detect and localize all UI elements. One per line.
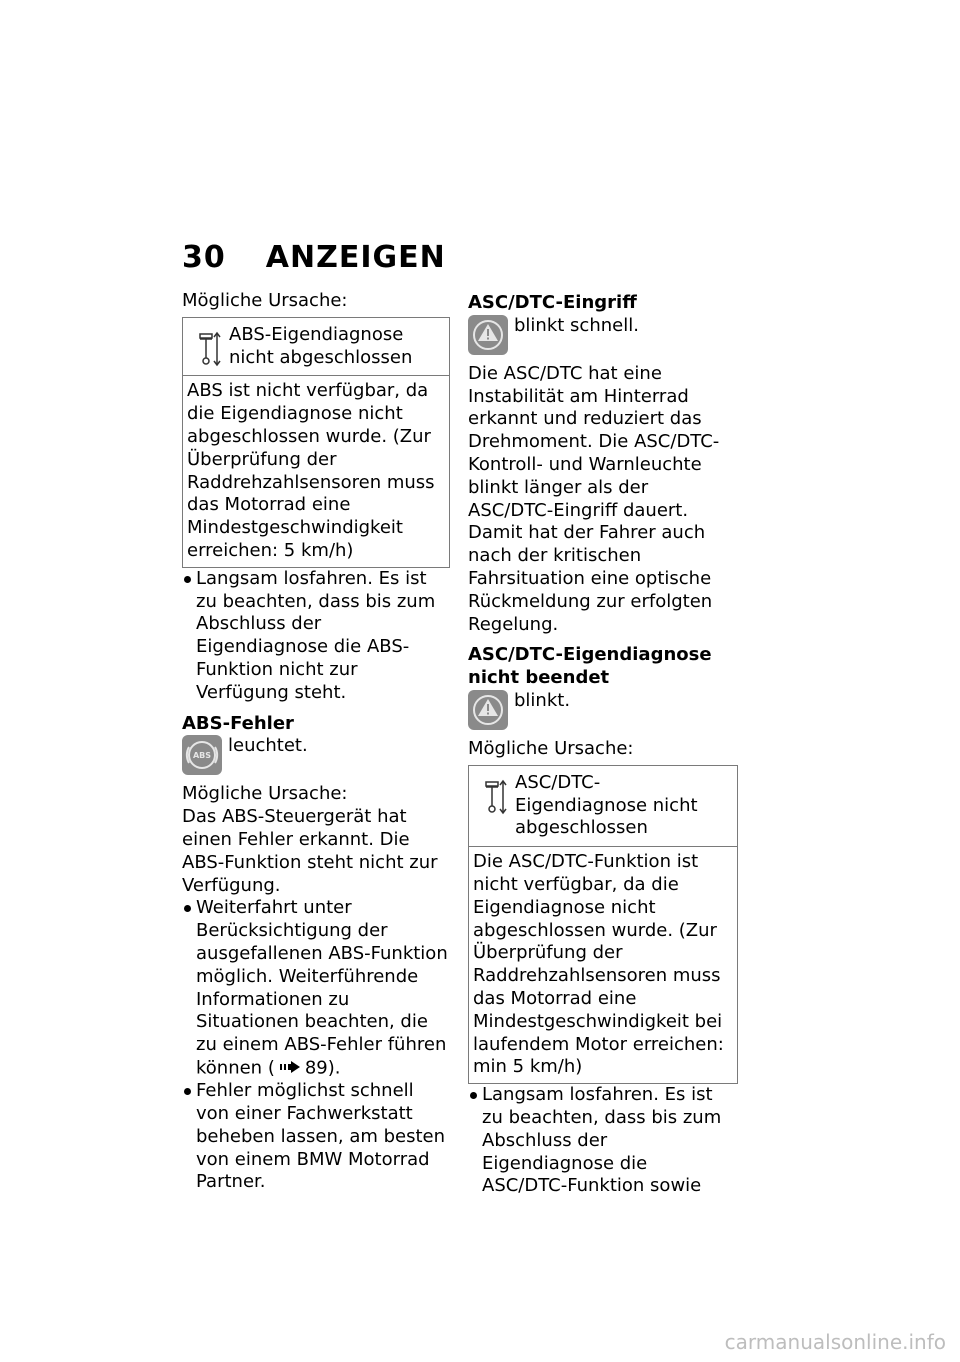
asc-intervention-text: Die ASC/DTC hat eine Instabilität am Hinterrad erkannt und reduziert das Drehmoment. Die ASC/DTC-Kontroll- und Warnleuchte blinkt länger als der ASC/DTC-Eingriff dauert. Damit hat der Fahrer auch nach der kritischen Fahrsituation eine optische Rückmeldung zur erfolgten Regelung.: [468, 362, 720, 635]
cause-text: Das ABS-Steuergerät hat einen Fehler erkannt. Die ABS-Funktion steht nicht zur Verfügung.: [182, 806, 438, 896]
page-number: 30: [182, 240, 226, 275]
list-item: Weiterfahrt unter Berücksichtigung der ausgefallenen ABS-Funktion möglich. Weiterführende Informationen zu Situationen beachten, die zu einem ABS-Fehler führen können ( 89).: [182, 897, 450, 1080]
asc-lamp-row: [468, 315, 738, 355]
info-box-body: [469, 847, 737, 1083]
bullet-list: [182, 568, 450, 705]
asc-dtc-warning-lamp-icon: [468, 690, 508, 730]
asc-intervention-heading: ASC/DTC-Eingriff: [468, 292, 637, 313]
info-box-body: [183, 376, 449, 566]
info-box-text: ABS ist nicht verfügbar, da die Eigendiagnose nicht abgeschlossen wurde. (Zur Überprüfung der Raddrehzahlsensoren muss das Motorrad eine Mindestgeschwindigkeit erreichen: 5 km/h): [187, 380, 435, 561]
bullet-list: [468, 1084, 738, 1198]
left-column: [182, 290, 450, 1194]
asc-diagnosis-info-box: [468, 765, 738, 1084]
list-item: Langsam losfahren. Es ist zu beachten, dass bis zum Abschluss der Eigendiagnose die ABS-Funktion nicht zur Verfügung steht.: [182, 568, 450, 705]
info-box-title: ABS-Eigendiagnose nicht abgeschlossen: [229, 323, 413, 368]
asc-diagnosis-heading: ASC/DTC-Eigendiagnose nicht beendet: [468, 644, 712, 689]
wrench-icon: [475, 772, 515, 840]
wrench-icon: [189, 324, 229, 370]
abs-fault-heading: ABS-Fehler: [182, 712, 294, 734]
bullet-list: [182, 897, 450, 1194]
info-box-header: [183, 318, 449, 377]
info-box-header: [469, 766, 737, 847]
list-item-text: Weiterfahrt unter Berücksichtigung der ausgefallenen ABS-Funktion möglich. Weiterführende Informationen zu Situationen beachten, die zu einem ABS-Fehler führen können: [196, 897, 448, 1079]
page-reference[interactable]: 89).: [304, 1057, 341, 1079]
list-item: Fehler möglichst schnell von einer Fachwerkstatt beheben lassen, am besten von einem BMW Motorrad Partner.: [182, 1080, 450, 1194]
svg-text:ABS: ABS: [192, 751, 212, 761]
right-column: [468, 292, 738, 1198]
info-box-text: Die ASC/DTC-Funktion ist nicht verfügbar, da die Eigendiagnose nicht abgeschlossen wurde. (Zur Überprüfung der Raddrehzahlsensoren muss das Motorrad eine Mindestgeschwindigkeit bei laufendem Motor erreichen: min 5 km/h): [473, 851, 724, 1078]
cause-label: Mögliche Ursache:: [468, 737, 634, 759]
list-item: Langsam losfahren. Es ist zu beachten, dass bis zum Abschluss der Eigendiagnose die ASC/DTC-Funktion sowie: [468, 1084, 738, 1198]
abs-lamp-text: leuchtet.: [228, 735, 308, 757]
page-header: [182, 240, 446, 275]
section-title: ANZEIGEN: [265, 240, 446, 275]
abs-lamp-row: [182, 735, 450, 775]
watermark: carmanualsonline.info: [724, 1330, 946, 1354]
asc-dtc-warning-lamp-icon: [468, 315, 508, 355]
page-reference-arrow-icon: [279, 1057, 301, 1080]
abs-warning-lamp-icon: [182, 735, 222, 775]
info-box-title: ASC/DTC-Eigendiagnose nicht abgeschlossen: [515, 771, 698, 839]
asc-lamp-text: blinkt schnell.: [514, 314, 639, 336]
abs-diagnosis-info-box: [182, 317, 450, 568]
asc-diag-lamp-row: [468, 690, 738, 730]
cause-label: Mögliche Ursache:: [182, 783, 348, 805]
cause-label: Mögliche Ursache:: [182, 290, 348, 311]
asc-diag-lamp-text: blinkt.: [514, 689, 571, 711]
